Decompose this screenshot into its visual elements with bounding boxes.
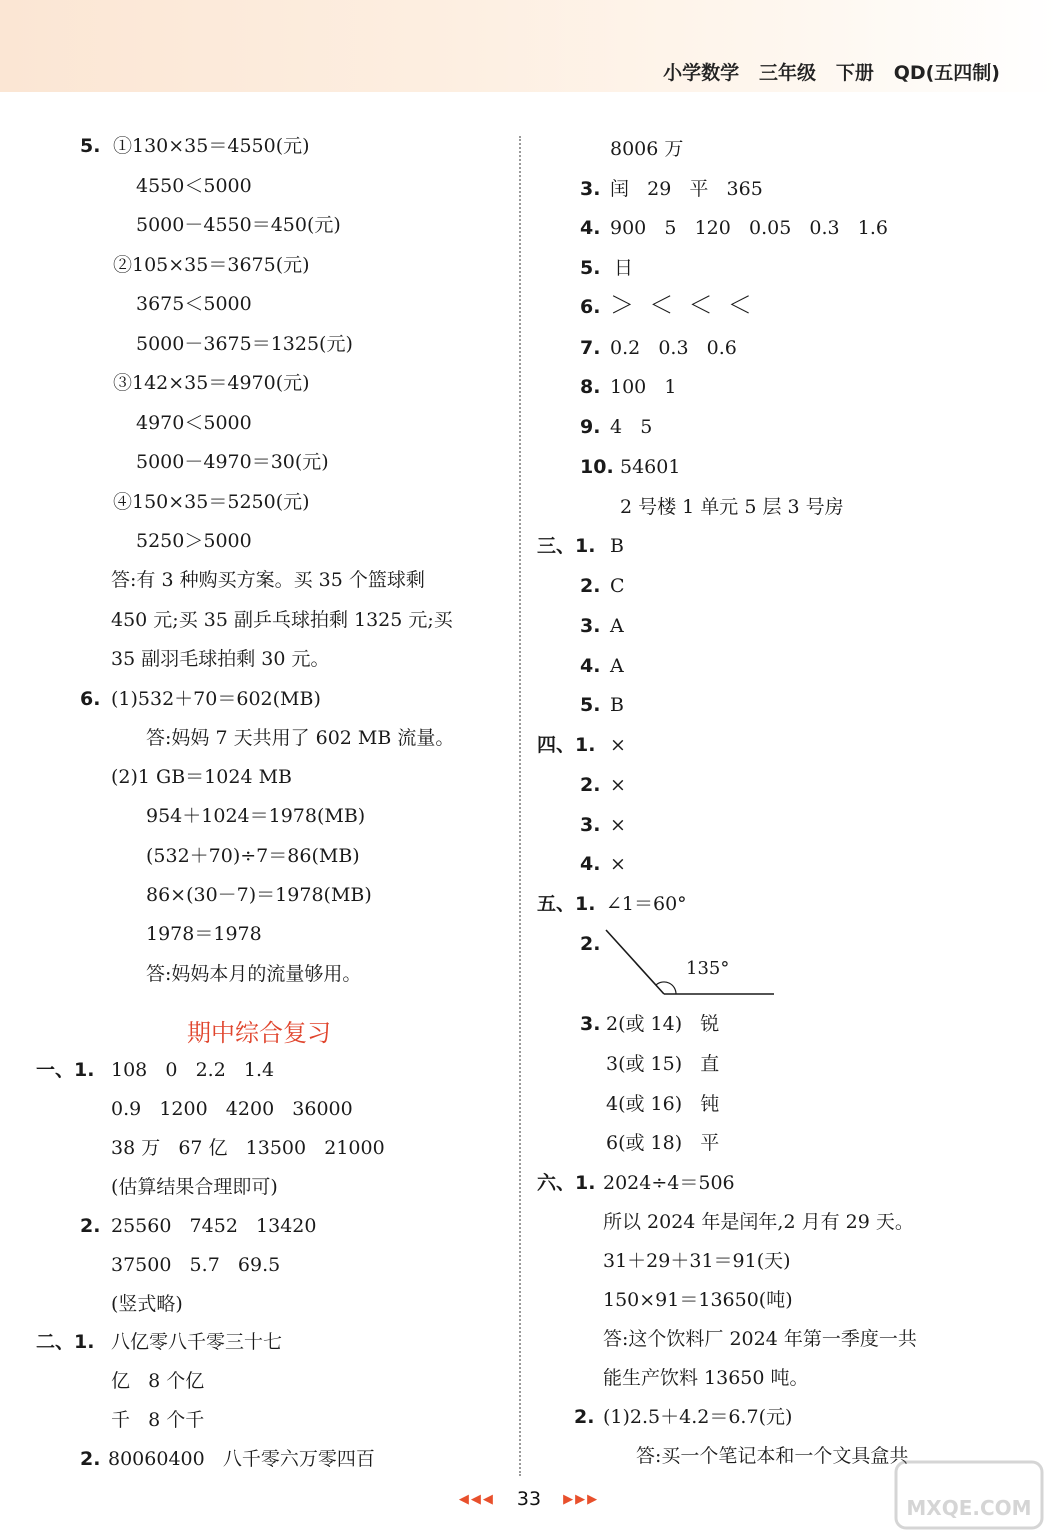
column-divider bbox=[519, 136, 521, 1476]
page-number: 33 bbox=[516, 1488, 542, 1510]
answer-line: 2 号楼 1 单元 5 层 3 号房 bbox=[620, 496, 844, 518]
question-number: 2. bbox=[80, 1448, 101, 1470]
answer-line: 38 万 67 亿 13500 21000 bbox=[111, 1137, 385, 1159]
question-number: 2. bbox=[580, 933, 601, 955]
answer-line: C bbox=[610, 575, 625, 597]
answer-line: 答:妈妈 7 天共用了 602 MB 流量。 bbox=[146, 727, 455, 749]
answer-line: 所以 2024 年是闰年,2 月有 29 天。 bbox=[603, 1211, 914, 1233]
next-page-arrows[interactable]: ▶▶▶ bbox=[563, 1492, 600, 1507]
question-number: 6. bbox=[580, 296, 601, 318]
answer-line: ∠1＝60° bbox=[606, 893, 687, 915]
answer-line: 80060400 八千零六万零四百 bbox=[108, 1448, 375, 1470]
section-number: 三、1. bbox=[537, 535, 596, 557]
question-number: 3. bbox=[580, 178, 601, 200]
question-number: 10. bbox=[580, 456, 614, 478]
answer-line: 35 副羽毛球拍剩 30 元。 bbox=[111, 648, 330, 670]
answer-line: 8006 万 bbox=[610, 138, 684, 160]
answer-line: ①130×35＝4550(元) bbox=[113, 135, 310, 157]
answer-line: 4(或 16) 钝 bbox=[606, 1093, 720, 1115]
answer-line: 答:这个饮料厂 2024 年第一季度一共 bbox=[603, 1328, 917, 1350]
answer-line: (竖式略) bbox=[111, 1293, 183, 1315]
answer-line: 54601 bbox=[620, 456, 681, 478]
svg-text:MXQE.COM: MXQE.COM bbox=[906, 1496, 1032, 1520]
answer-line: 能生产饮料 13650 吨。 bbox=[603, 1367, 809, 1389]
prev-page-arrows[interactable]: ◀◀◀ bbox=[458, 1492, 495, 1507]
answer-line: 答:买一个笔记本和一个文具盒共 bbox=[636, 1445, 909, 1467]
question-number: 4. bbox=[580, 853, 601, 875]
angle-label: 135° bbox=[686, 958, 730, 979]
question-number: 6. bbox=[80, 688, 101, 710]
question-number: 5. bbox=[580, 694, 601, 716]
answer-line: 0.9 1200 4200 36000 bbox=[111, 1098, 353, 1120]
answer-line: ②105×35＝3675(元) bbox=[113, 254, 310, 276]
answer-line: 6(或 18) 平 bbox=[606, 1132, 720, 1154]
answer-line: ③142×35＝4970(元) bbox=[113, 372, 310, 394]
answer-line: 日 bbox=[614, 257, 634, 279]
answer-line: × bbox=[610, 853, 626, 875]
question-number: 3. bbox=[580, 615, 601, 637]
answer-line: × bbox=[610, 814, 626, 836]
section-number: 四、1. bbox=[537, 734, 596, 756]
section-number: 六、1. bbox=[537, 1172, 596, 1194]
section-number: 五、1. bbox=[537, 893, 596, 915]
answer-line: A bbox=[610, 655, 624, 677]
answer-line: A bbox=[610, 615, 624, 637]
question-number: 3. bbox=[580, 814, 601, 836]
question-number: 3. bbox=[580, 1013, 601, 1035]
answer-line: 108 0 2.2 1.4 bbox=[111, 1059, 275, 1081]
answer-line: 2024÷4＝506 bbox=[603, 1172, 735, 1194]
question-number: 5. bbox=[80, 135, 101, 157]
answer-line: × bbox=[610, 774, 626, 796]
question-number: 2. bbox=[574, 1406, 595, 1428]
question-number: 7. bbox=[580, 337, 601, 359]
answer-line: 100 1 bbox=[610, 376, 677, 398]
answer-line: 900 5 120 0.05 0.3 1.6 bbox=[610, 217, 888, 239]
section-number: 一、1. bbox=[36, 1059, 95, 1081]
answer-line: (1)2.5＋4.2＝6.7(元) bbox=[603, 1406, 793, 1428]
answer-line: 2(或 14) 锐 bbox=[606, 1013, 720, 1035]
answer-line: (估算结果合理即可) bbox=[111, 1176, 278, 1198]
answer-line: 954＋1024＝1978(MB) bbox=[146, 805, 366, 827]
answer-line: 亿 8 个亿 bbox=[111, 1370, 205, 1392]
answer-line: 86×(30－7)＝1978(MB) bbox=[146, 884, 372, 906]
section-title: 期中综合复习 bbox=[187, 1019, 331, 1047]
answer-line: (532＋70)÷7＝86(MB) bbox=[146, 845, 360, 867]
answer-line: × bbox=[610, 734, 626, 756]
question-number: 4. bbox=[580, 217, 601, 239]
answer-line: 4 5 bbox=[610, 416, 653, 438]
answer-line: (2)1 GB＝1024 MB bbox=[111, 766, 292, 788]
answer-line: 3675＜5000 bbox=[136, 293, 252, 315]
answer-line: ④150×35＝5250(元) bbox=[113, 491, 310, 513]
question-number: 9. bbox=[580, 416, 601, 438]
answer-line: 5000－4970＝30(元) bbox=[136, 451, 329, 473]
answer-line: 千 8 个千 bbox=[111, 1409, 205, 1431]
header-text: 小学数学 三年级 下册 QD(五四制) bbox=[663, 62, 1000, 84]
answer-line: 31＋29＋31＝91(天) bbox=[603, 1250, 791, 1272]
question-number: 2. bbox=[580, 774, 601, 796]
answer-line: 5000－4550＝450(元) bbox=[136, 214, 341, 236]
watermark-logo bbox=[894, 1460, 1044, 1530]
angle-figure bbox=[602, 928, 778, 1000]
answer-line: 4550＜5000 bbox=[136, 175, 252, 197]
answer-line: 3(或 15) 直 bbox=[606, 1053, 720, 1075]
answer-line: 答:有 3 种购买方案。买 35 个篮球剩 bbox=[111, 569, 425, 591]
question-number: 5. bbox=[580, 257, 601, 279]
answer-line: 答:妈妈本月的流量够用。 bbox=[146, 963, 362, 985]
answer-line: 25560 7452 13420 bbox=[111, 1215, 317, 1237]
answer-line: 0.2 0.3 0.6 bbox=[610, 337, 737, 359]
answer-line: (1)532＋70＝602(MB) bbox=[111, 688, 321, 710]
answer-line: ＞ ＜ ＜ ＜ bbox=[610, 291, 752, 319]
question-number: 2. bbox=[580, 575, 601, 597]
answer-line: 5000－3675＝1325(元) bbox=[136, 333, 353, 355]
answer-line: B bbox=[610, 694, 624, 716]
answer-line: B bbox=[610, 535, 624, 557]
answer-line: 4970＜5000 bbox=[136, 412, 252, 434]
question-number: 4. bbox=[580, 655, 601, 677]
answer-line: 八亿零八千零三十七 bbox=[111, 1331, 283, 1353]
answer-line: 150×91＝13650(吨) bbox=[603, 1289, 793, 1311]
answer-line: 闰 29 平 365 bbox=[610, 178, 763, 200]
answer-line: 450 元;买 35 副乒乓球拍剩 1325 元;买 bbox=[111, 609, 453, 631]
answer-line: 5250＞5000 bbox=[136, 530, 252, 552]
answer-line: 1978＝1978 bbox=[146, 923, 262, 945]
section-number: 二、1. bbox=[36, 1331, 95, 1353]
question-number: 8. bbox=[580, 376, 601, 398]
answer-line: 37500 5.7 69.5 bbox=[111, 1254, 281, 1276]
question-number: 2. bbox=[80, 1215, 101, 1237]
